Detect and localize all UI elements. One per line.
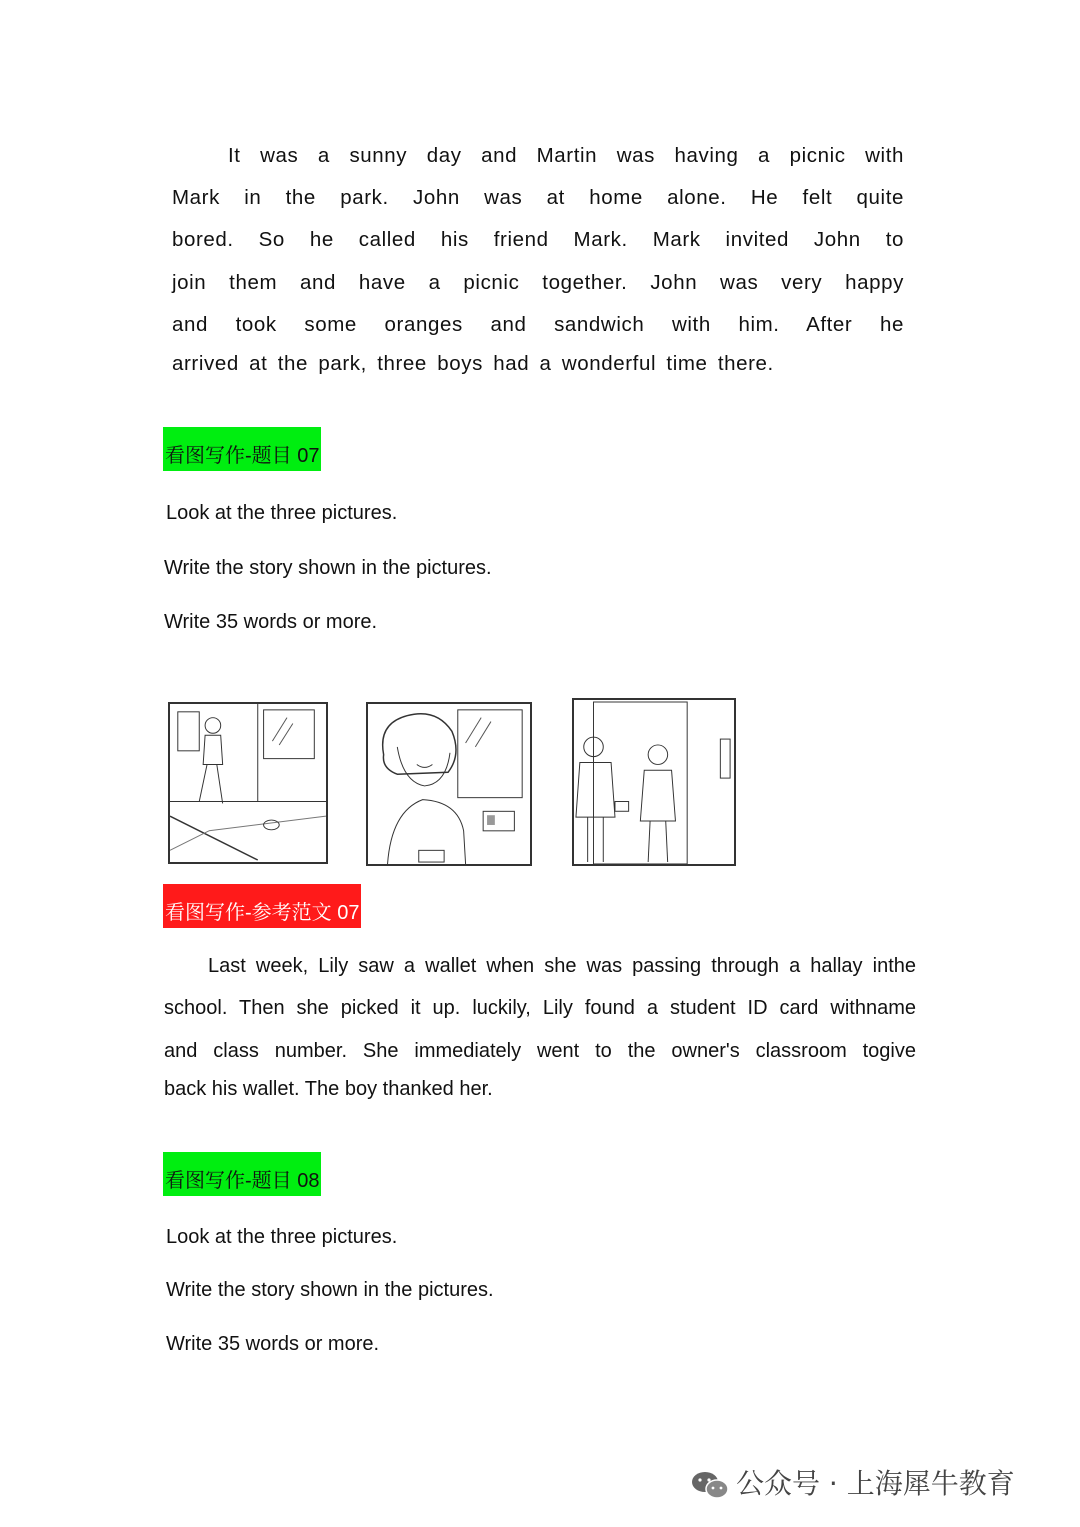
section-08-heading: 看图写作-题目 08 — [163, 1152, 321, 1196]
instruction-line: Write 35 words or more. — [164, 611, 378, 633]
instruction-line: Look at the three pictures. — [166, 502, 398, 524]
picture-2-girl-holding-id-card — [366, 702, 532, 866]
instruction-line: Write 35 words or more. — [166, 1333, 380, 1355]
story-line: and took some oranges and sandwich with him. After he — [172, 313, 904, 336]
instruction-line: Write the story shown in the pictures. — [166, 1279, 494, 1301]
watermark-text: 公众号 · 上海犀牛教育 — [736, 1467, 1015, 1500]
wechat-icon — [690, 1469, 730, 1501]
picture-1-girl-walking — [168, 702, 328, 864]
instruction-line: Look at the three pictures. — [166, 1226, 398, 1248]
story-line: It was a sunny day and Martin was having a picnic with — [228, 144, 904, 167]
essay-line: Last week, Lily saw a wallet when she was passing through a hallay inthe — [208, 955, 916, 977]
story-line: Mark in the park. John was at home alone. He felt quite — [172, 186, 904, 209]
section-07-heading: 看图写作-题目 07 — [163, 427, 321, 471]
reference-07-heading: 看图写作-参考范文 07 — [163, 884, 361, 928]
essay-line: school. Then she picked it up. luckily, Lily found a student ID card withname — [164, 997, 916, 1019]
story-line: bored. So he called his friend Mark. Mark invited John to — [172, 228, 904, 251]
essay-line: and class number. She immediately went to the owner's classroom togive — [164, 1040, 916, 1062]
picture-3-girl-returns-wallet — [572, 698, 736, 866]
essay-line: back his wallet. The boy thanked her. — [164, 1078, 493, 1100]
story-line: arrived at the park, three boys had a wonderful time there. — [172, 352, 774, 375]
instruction-line: Write the story shown in the pictures. — [164, 557, 492, 579]
watermark — [690, 1462, 1015, 1502]
story-line: join them and have a picnic together. John was very happy — [172, 271, 904, 294]
